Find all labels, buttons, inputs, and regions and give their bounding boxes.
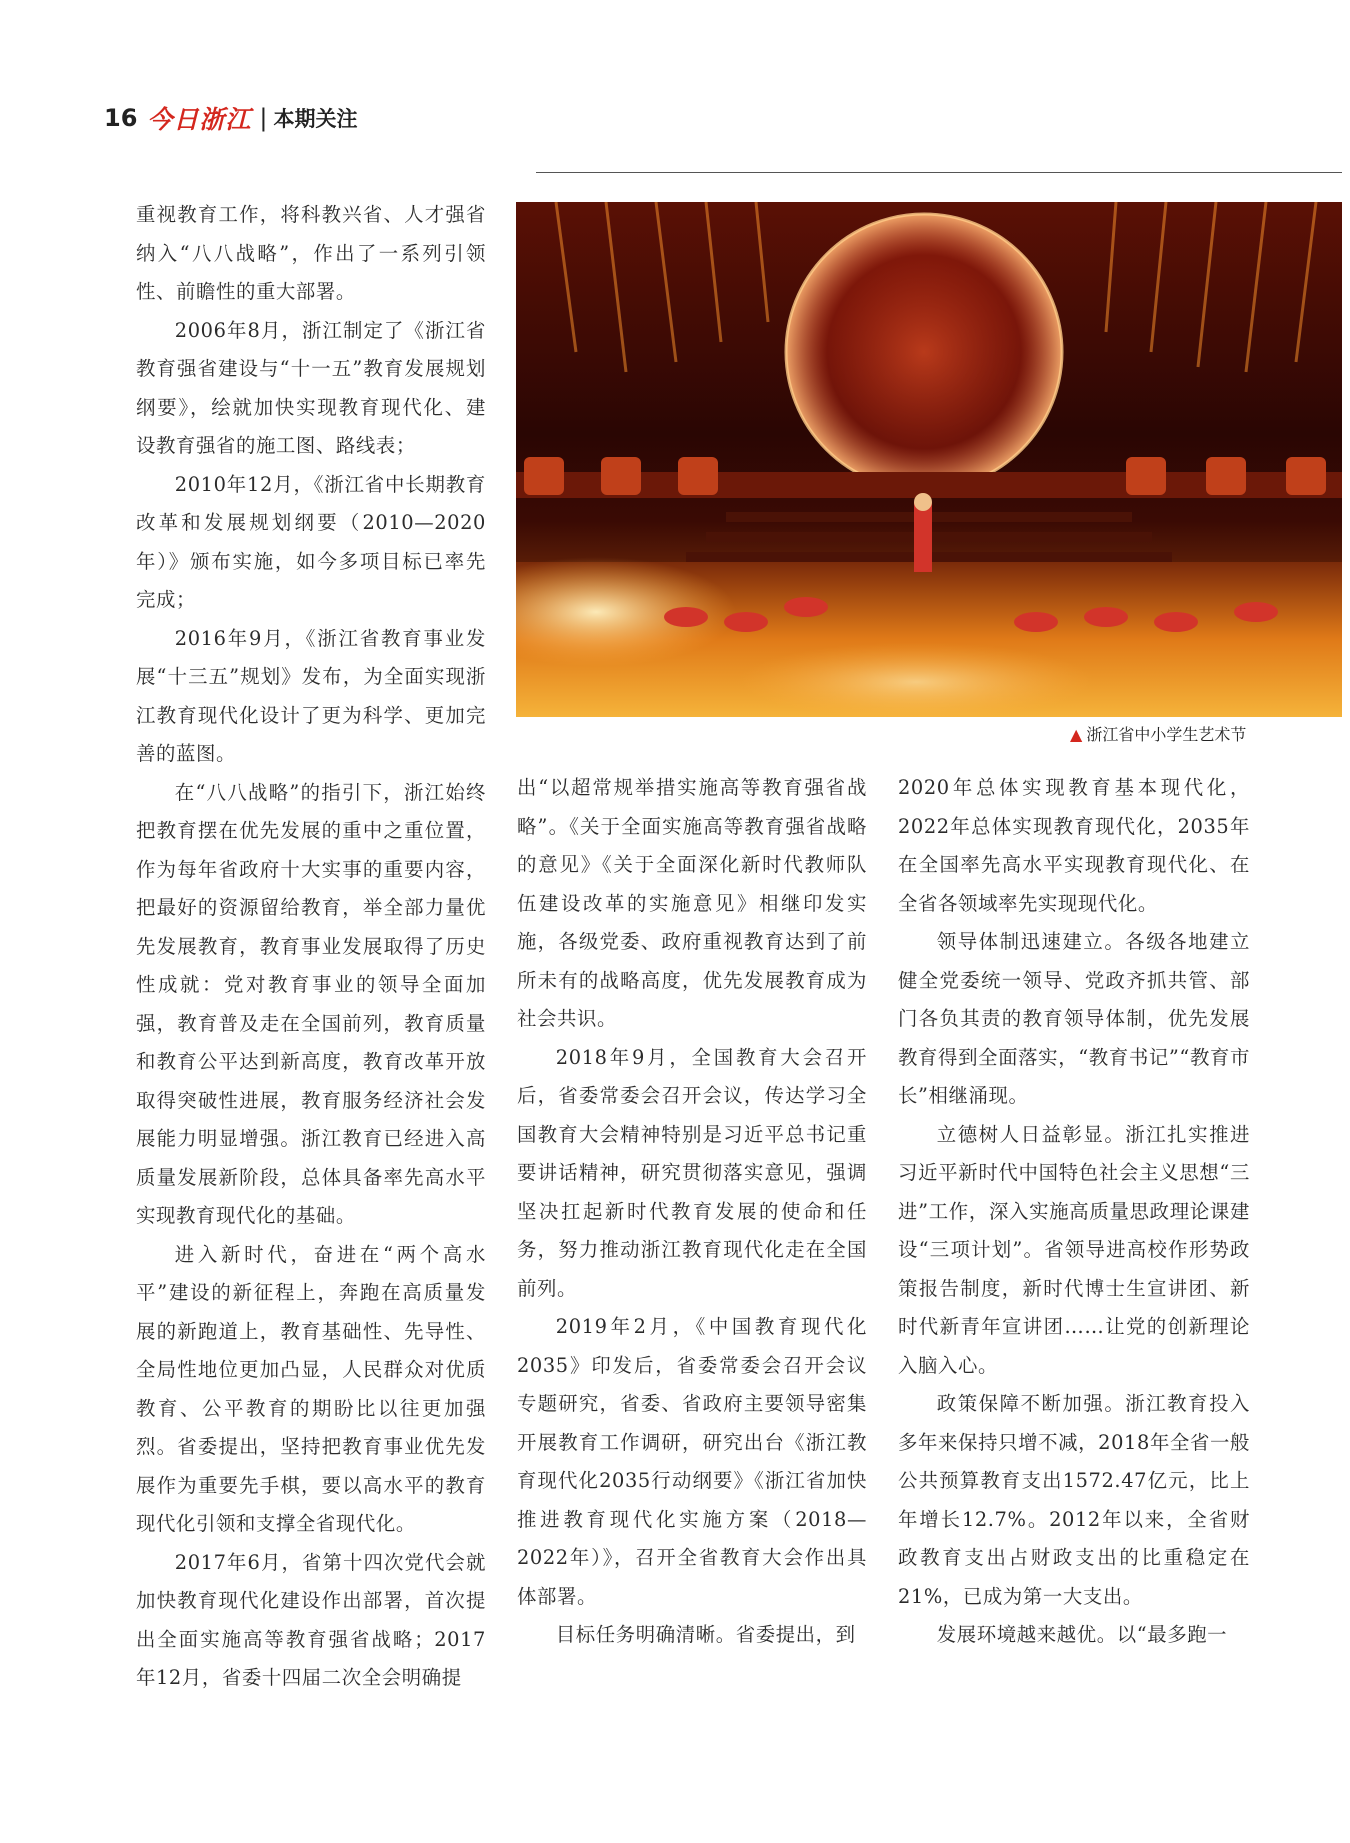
page-number: 16 [104,104,138,132]
paragraph: 目标任务明确清晰。省委提出，到 [555,1623,856,1646]
article-column-1 [136,196,486,1698]
paragraph: 重视教育工作，将科教兴省、人才强省纳入“八八战略”，作出了一系列引领性、前瞻性的重大部署。 [136,203,486,303]
caption-text: 浙江省中小学生艺术节 [1086,725,1247,744]
header-rule [536,172,1342,173]
magazine-logo: 今日浙江 [147,105,252,134]
section-title: 本期关注 [273,107,358,131]
article-column-2 [517,769,867,1655]
paragraph: 政策保障不断加强。浙江教育投入多年来保持只增不减，2018年全省一般公共预算教育支出1572.47亿元，比上年增长12.7%。2012年以来，全省财政教育支出占财政支出的比重稳定在21%，已成为第一大支出。 [898,1392,1250,1608]
article-column-3 [898,769,1250,1655]
paragraph: 2019年2月，《中国教育现代化2035》印发后，省委常委会召开会议专题研究，省委、省政府主要领导密集开展教育工作调研，研究出台《浙江教育现代化2035行动纲要》《浙江省加快推进教育现代化实施方案（2018—2022年）》，召开全省教育大会作出具体部署。 [517,1315,867,1608]
paragraph: 出“以超常规举措实施高等教育强省战略”。《关于全面实施高等教育强省战略的意见》《关于全面深化新时代教师队伍建设改革的实施意见》相继印发实施，各级党委、政府重视教育达到了前所未有的战略高度，优先发展教育成为社会共识。 [517,776,867,1030]
paragraph: 发展环境越来越优。以“最多跑一 [936,1623,1228,1646]
header-divider: | [259,104,268,132]
paragraph: 2016年9月，《浙江省教育事业发展“十三五”规划》发布，为全面实现浙江教育现代化设计了更为科学、更加完善的蓝图。 [136,626,486,765]
photo-caption [1070,722,1246,745]
paragraph: 领导体制迅速建立。各级各地建立健全党委统一领导、党政齐抓共管、部门各负其责的教育领导体制，优先发展教育得到全面落实，“教育书记”“教育市长”相继涌现。 [898,930,1250,1107]
paragraph: 2010年12月，《浙江省中长期教育改革和发展规划纲要（2010—2020年）》颁布实施，如今多项目标已率先完成； [136,472,486,611]
caption-triangle-icon: ▲ [1070,725,1083,744]
paragraph: 立德树人日益彰显。浙江扎实推进习近平新时代中国特色社会主义思想“三进”工作，深入实施高质量思政理论课建设“三项计划”。省领导进高校作形势政策报告制度，新时代博士生宣讲团、新时代新青年宣讲团……让党的创新理论入脑入心。 [898,1122,1250,1377]
paragraph: 2006年8月，浙江制定了《浙江省教育强省建设与“十一五”教育发展规划纲要》，绘就加快实现教育现代化、建设教育强省的施工图、路线表； [136,318,486,457]
paragraph: 进入新时代，奋进在“两个高水平”建设的新征程上，奔跑在高质量发展的新跑道上，教育基础性、先导性、全局性地位更加凸显，人民群众对优质教育、公平教育的期盼比以往更加强烈。省委提出，坚持把教育事业优先发展作为重要先手棋，要以高水平的教育现代化引领和支撑全省现代化。 [136,1242,486,1535]
paragraph: 2017年6月，省第十四次党代会就加快教育现代化建设作出部署，首次提出全面实施高等教育强省战略；2017年12月，省委十四届二次全会明确提 [136,1550,486,1689]
paragraph: 在“八八战略”的指引下，浙江始终把教育摆在优先发展的重中之重位置，作为每年省政府十大实事的重要内容，把最好的资源留给教育，举全部力量优先发展教育，教育事业发展取得了历史性成就：党对教育事业的领导全面加强，教育普及走在全国前列，教育质量和教育公平达到新高度，教育改革开放取得突破性进展，教育服务经济社会发展能力明显增强。浙江教育已经进入高质量发展新阶段，总体具备率先高水平实现教育现代化的基础。 [136,780,486,1227]
paragraph: 2020年总体实现教育基本现代化，2022年总体实现教育现代化，2035年在全国率先高水平实现教育现代化、在全省各领域率先实现现代化。 [898,776,1250,915]
paragraph: 2018年9月，全国教育大会召开后，省委常委会召开会议，传达学习全国教育大会精神特别是习近平总书记重要讲话精神，研究贯彻落实意见，强调坚决扛起新时代教育发展的使命和任务，努力推动浙江教育现代化走在全国前列。 [517,1045,867,1300]
stage-performance-photo [516,202,1342,717]
page-header [104,98,358,138]
